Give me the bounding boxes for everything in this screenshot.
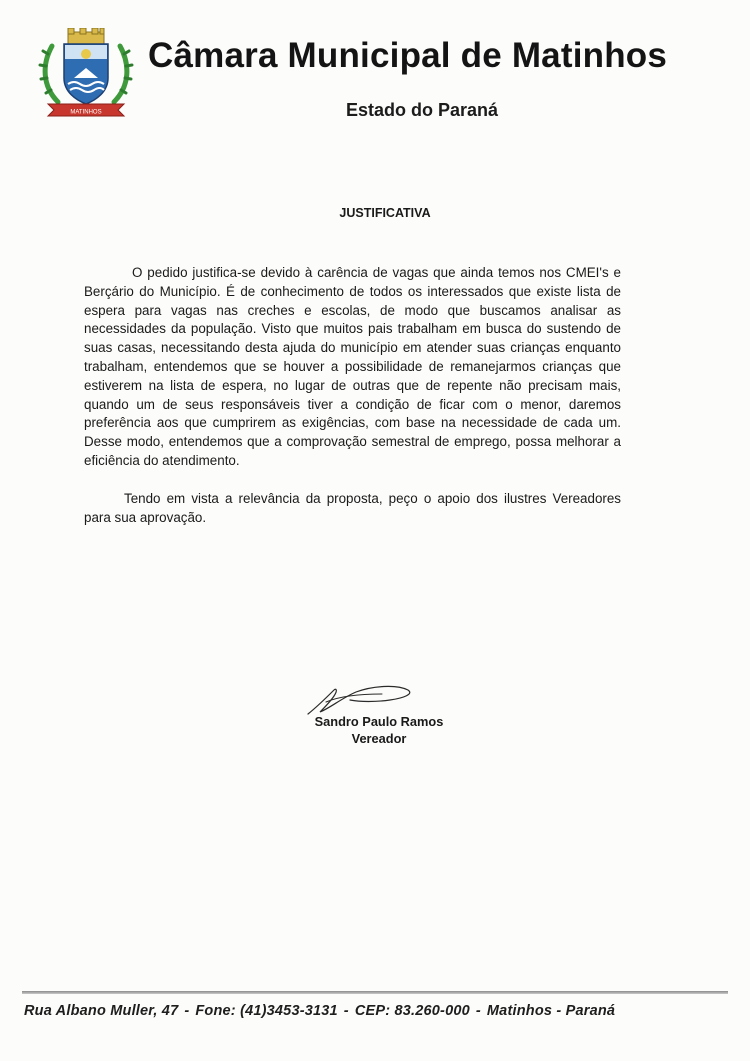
body-paragraph: Tendo em vista a relevância da proposta, peço o apoio dos ilustres Vereadores para sua aprovação. xyxy=(84,490,621,525)
crest-banner-text: MATINHOS xyxy=(70,109,102,116)
footer-address: Rua Albano Muller, 47 xyxy=(24,1003,179,1019)
document-body xyxy=(84,264,621,527)
organization-name: Câmara Municipal de Matinhos xyxy=(148,36,668,75)
body-paragraph: O pedido justifica-se devido à carência de vagas que ainda temos nos CMEI's e Berçário do Município. É de conhecimento de todos os interessados que existe lista de espera para vagas nas creches e escolas, de modo que buscamos analisar as necessidades da população. Visto que muitos pais trabalham em busca do sustendo de suas casas, necessitando desta ajuda do município em atender suas crianças enquanto trabalham, entendemos que se houver a possibilidade de remanejarmos crianças que estiverem na lista de espera, no lugar de outras que de repente não precisam mais, quando um de seus responsáveis tiver a condição de ficar com o menor, daremos preferência aos que cumprirem as exigências, com base na necessidade de cada um. Desse modo, entendemos que a comprovação semestral de emprego, possa melhorar a eficiência do atendimento. xyxy=(84,265,621,468)
document-title: JUSTIFICATIVA xyxy=(339,206,431,220)
signer-block xyxy=(214,713,544,747)
footer-cep: CEP: 83.260-000 xyxy=(354,1003,470,1019)
signer-role: Vereador xyxy=(351,731,407,746)
organization-state: Estado do Paraná xyxy=(346,100,499,120)
footer-contact: Rua Albano Muller, 47 - Fone: (41)3453-3131 - CEP: 83.260-000 - Matinhos - Paraná xyxy=(24,1003,616,1019)
coat-of-arms-icon xyxy=(38,28,134,118)
signer-name: Sandro Paulo Ramos xyxy=(314,714,444,729)
footer-divider xyxy=(22,991,728,994)
footer-phone: Fone: (41)3453-3131 xyxy=(195,1003,338,1019)
footer-city: Matinhos - Paraná xyxy=(486,1003,616,1019)
